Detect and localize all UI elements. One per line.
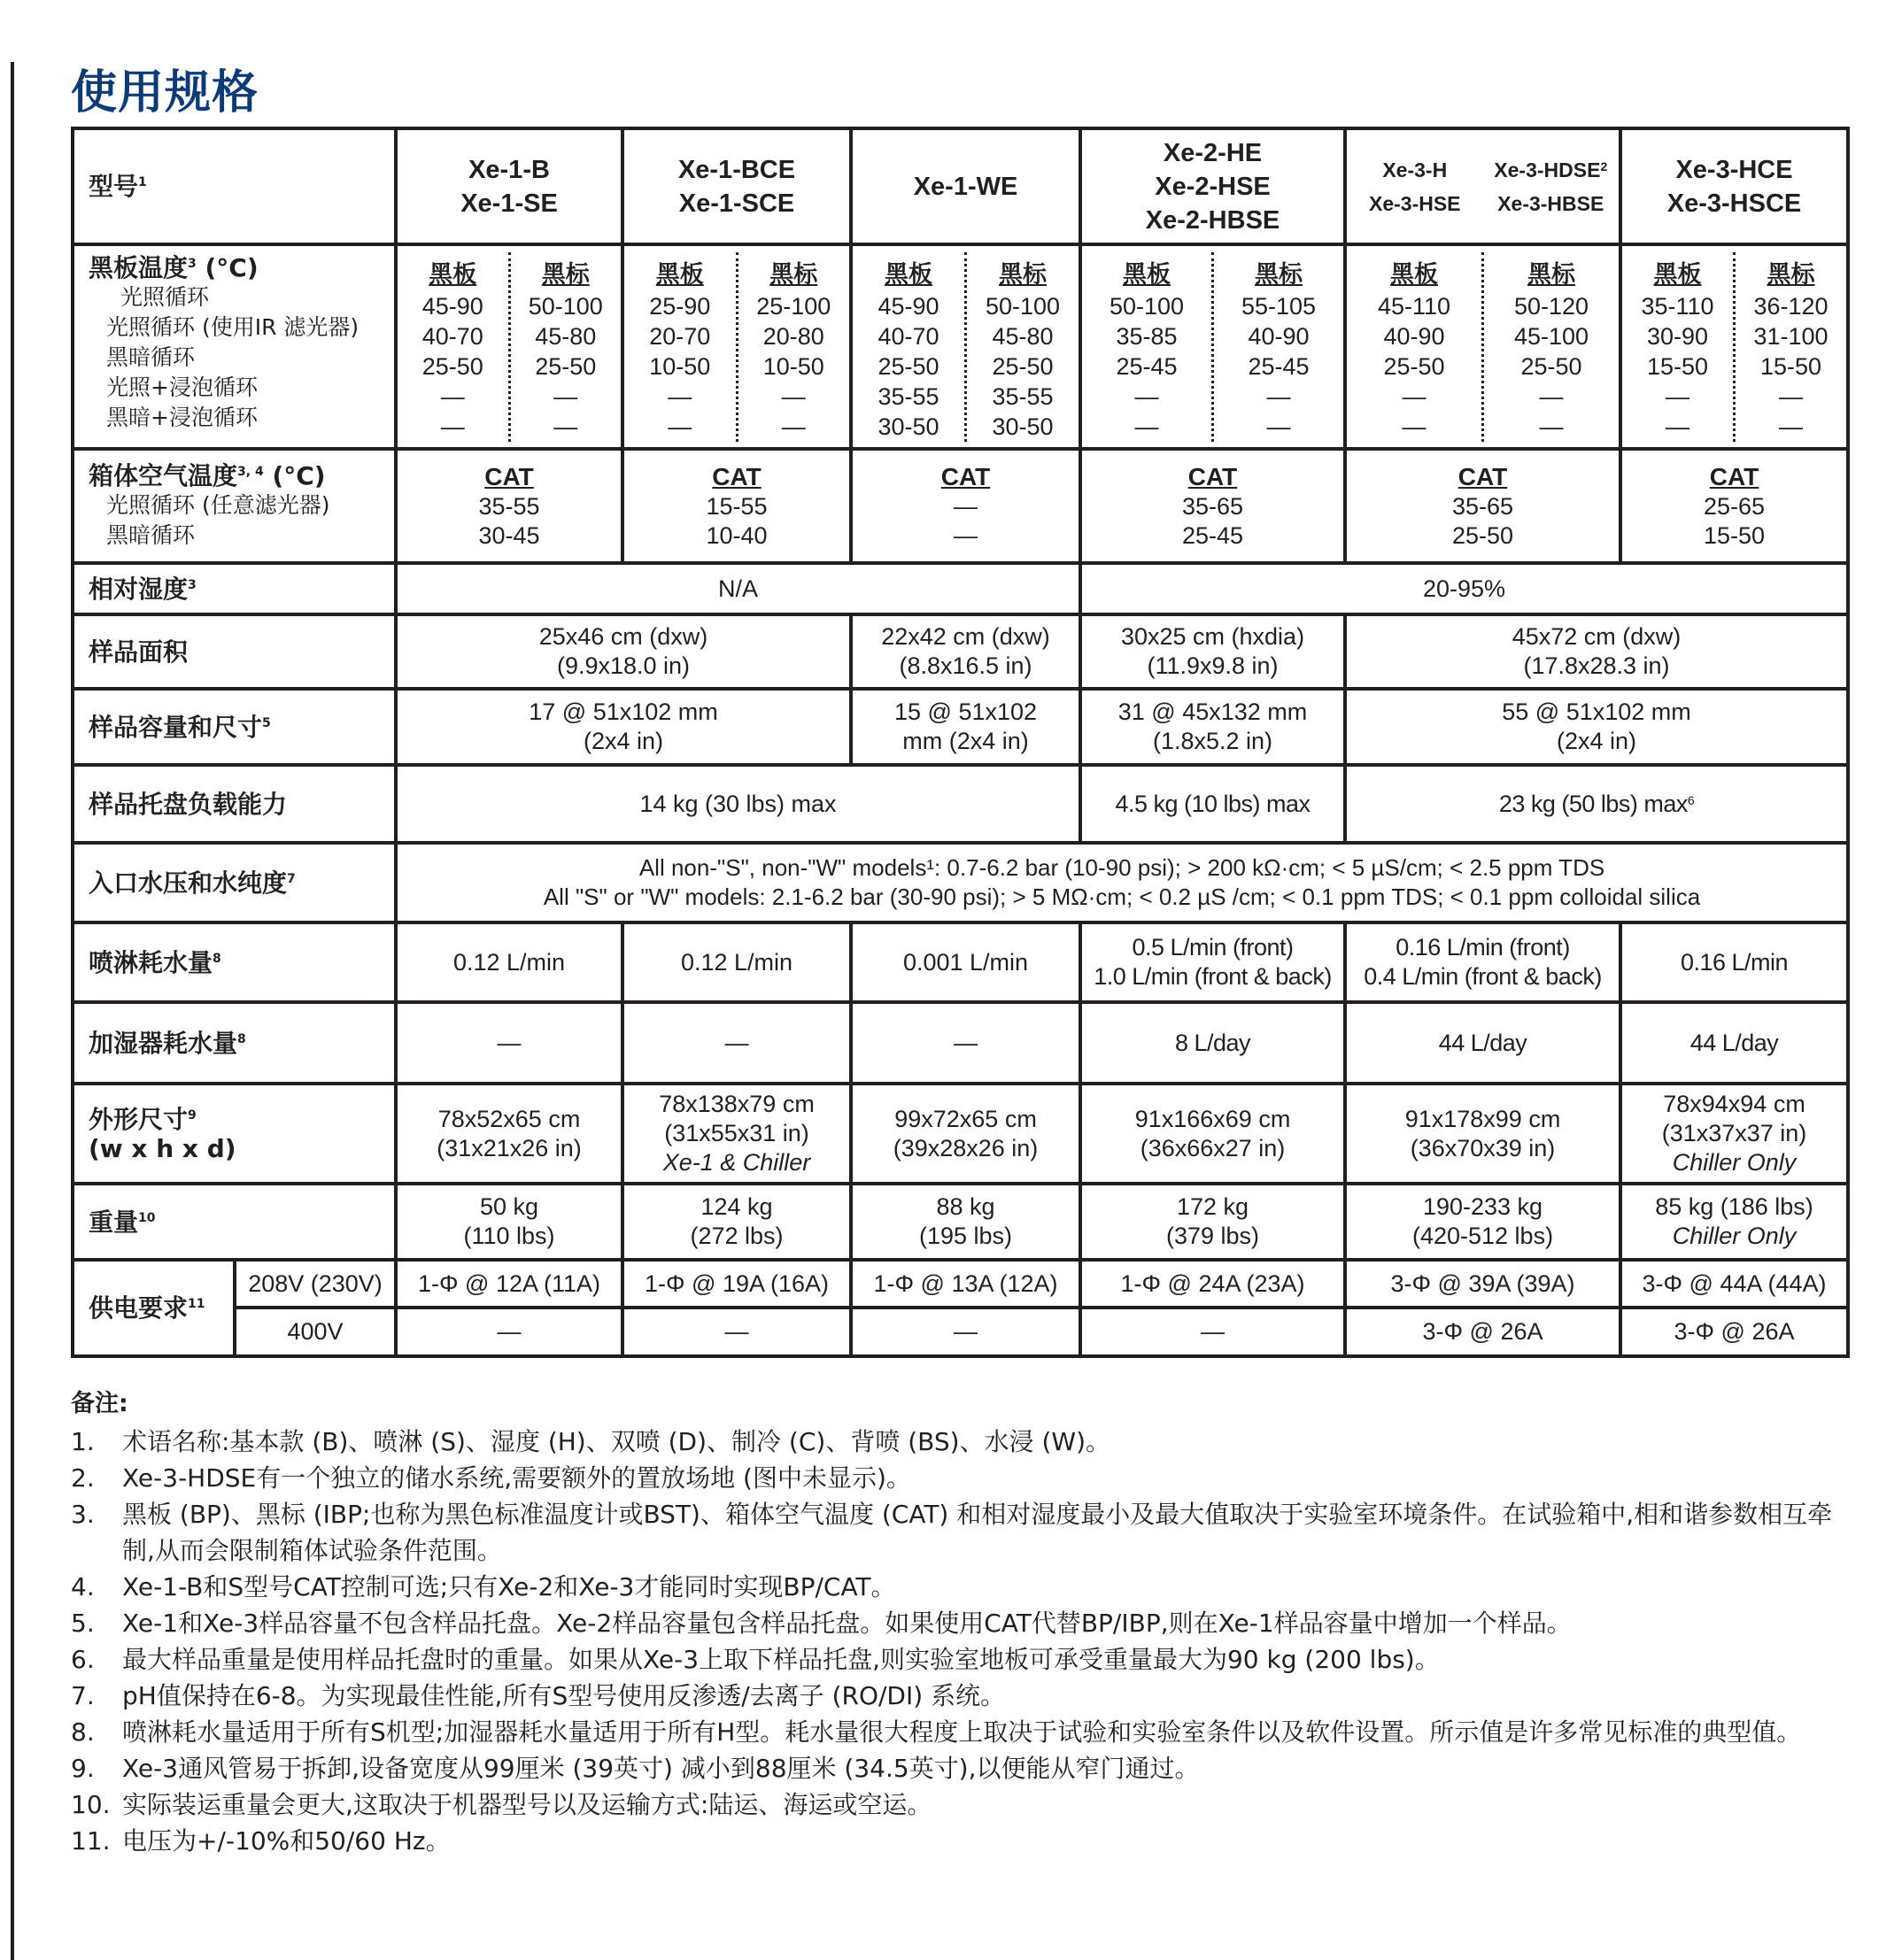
label-tray-load: 样品托盘负载能力 [73,765,396,843]
humidifier-col-6: 44 L/day [1620,1002,1848,1084]
spray-col-2: 0.12 L/min [622,922,851,1002]
area-xe2: 30x25 cm (hxdia) (11.9x9.8 in) [1080,614,1345,689]
bp-col-5: 黑板 45-110 40-90 25-50 — — 黑标 50-120 45-100 25-50 — — [1345,244,1620,449]
tray-load-xe2: 4.5 kg (10 lbs) max [1080,765,1345,843]
weight-col-2: 124 kg (272 lbs) [622,1184,851,1260]
row-relative-humidity [73,563,1848,614]
row-specimen-capacity [73,689,1848,765]
bp-col-4: 黑板 50-100 35-85 25-45 — — 黑标 55-105 40-90 25-45 — — [1080,244,1345,449]
row-humidifier-water [73,1002,1848,1084]
power-400v-col-4: — [1080,1308,1345,1356]
area-xe1-w: 22x42 cm (dxw) (8.8x16.5 in) [851,614,1080,689]
row-water-pressure-purity [73,843,1848,922]
label-water-pressure-purity: 入口水压和水纯度$^7$ [73,843,396,922]
cat-col-6: CAT 25-65 15-50 [1620,449,1848,563]
dims-col-2: 78x138x79 cm (31x55x31 in) Xe-1 & Chiller [622,1084,851,1184]
label-chamber-air-temp: 箱体空气温度$^{3, 4}$ (°C) 光照循环 (任意滤光器) 黑暗循环 [73,449,396,563]
row-power-400v [73,1308,1848,1356]
power-208v-col-4: 1-Φ @ 24A (23A) [1080,1260,1345,1308]
spray-col-4: 0.5 L/min (front) 1.0 L/min (front & back) [1080,922,1345,1002]
notes-list [71,1424,1851,1859]
power-400v-col-3: — [851,1308,1080,1356]
power-208v-col-2: 1-Φ @ 19A (16A) [622,1260,851,1308]
weight-col-3: 88 kg (195 lbs) [851,1184,1080,1260]
model-col-4: Xe-2-HE Xe-2-HSE Xe-2-HBSE [1080,128,1345,244]
power-400v-col-6: 3-Φ @ 26A [1620,1308,1848,1356]
left-margin-rule [11,62,14,1960]
cat-col-5: CAT 35-65 25-50 [1345,449,1620,563]
weight-col-1: 50 kg (110 lbs) [396,1184,622,1260]
model-col-3: Xe-1-WE [851,128,1080,244]
label-power: 供电要求$^{11}$ [73,1260,235,1356]
humidifier-col-3: — [851,1002,1080,1084]
note-item: 7. pH值保持在6-8。为实现最佳性能,所有S型号使用反渗透/去离子 (RO/DI) 系统。 [71,1681,1006,1710]
capacity-xe1-bc: 17 @ 51x102 mm (2x4 in) [396,689,851,765]
row-specimen-area [73,614,1848,689]
page-title: 使用规格 [71,66,259,120]
spray-col-1: 0.12 L/min [396,922,622,1002]
humidifier-col-4: 8 L/day [1080,1002,1345,1084]
model-col-1: Xe-1-B Xe-1-SE [396,128,622,244]
model-col-6: Xe-3-HCE Xe-3-HSCE [1620,128,1848,244]
power-208v-col-6: 3-Φ @ 44A (44A) [1620,1260,1848,1308]
row-power-208v [73,1260,1848,1308]
dims-col-1: 78x52x65 cm (31x21x26 in) [396,1084,622,1184]
power-400v-col-1: — [396,1308,622,1356]
row-model [73,128,1848,244]
row-black-panel-temp [73,244,1848,449]
spray-col-6: 0.16 L/min [1620,922,1848,1002]
label-black-panel-temp: 黑板温度$^3$ (°C) 光照循环 光照循环 (使用IR 滤光器) 黑暗循环 光照+浸泡循环 黑暗+浸泡循环 [73,244,396,449]
row-dimensions [73,1084,1848,1184]
note-item: 1. 术语名称:基本款 (B)、喷淋 (S)、湿度 (H)、双喷 (D)、制冷 (C)、背喷 (BS)、水浸 (W)。 [71,1427,1110,1456]
label-humidifier-water: 加湿器耗水量$^8$ [73,1002,396,1084]
humidifier-col-2: — [622,1002,851,1084]
tray-load-xe3: 23 kg (50 lbs) $\max^6$ [1345,765,1848,843]
cat-col-4: CAT 35-65 25-45 [1080,449,1345,563]
label-spray-water: 喷淋耗水量$^8$ [73,922,396,1002]
area-xe1-bc: 25x46 cm (dxw) (9.9x18.0 in) [396,614,851,689]
label-specimen-area: 样品面积 [73,614,396,689]
model-col-2: Xe-1-BCE Xe-1-SCE [622,128,851,244]
dims-col-5: 91x178x99 cm (36x70x39 in) [1345,1084,1620,1184]
power-400v-col-5: 3-Φ @ 26A [1345,1308,1620,1356]
power-208v-col-1: 1-Φ @ 12A (11A) [396,1260,622,1308]
spray-col-5: 0.16 L/min (front) 0.4 L/min (front & back) [1345,922,1620,1002]
note-item: 9. Xe-3通风管易于拆卸,设备宽度从99厘米 (39英寸) 减小到88厘米 (34.5英寸),以便能从窄门通过。 [71,1754,1200,1783]
note-item: 3. 黑板 (BP)、黑标 (IBP;也称为黑色标准温度计或BST)、箱体空气温度 (CAT) 和相对湿度最小及最大值取决于实验室环境条件。在试验箱中,相和谐参数相互牵制,从而会限制箱体试验条件范围。 [71,1500,1833,1565]
note-item: 8. 喷淋耗水量适用于所有S机型;加湿器耗水量适用于所有H型。耗水量很大程度上取决于试验和实验室条件以及软件设置。所示值是许多常见标准的典型值。 [71,1717,1802,1747]
label-weight: 重量$^{10}$ [73,1184,396,1260]
power-400v-col-2: — [622,1308,851,1356]
weight-col-5: 190-233 kg (420-512 lbs) [1345,1184,1620,1260]
note-item: 2. Xe-3-HDSE有一个独立的储水系统,需要额外的置放场地 (图中未显示)。 [71,1463,911,1493]
humidifier-col-5: 44 L/day [1345,1002,1620,1084]
tray-load-xe1: 14 kg (30 lbs) max [396,765,1080,843]
capacity-xe2: 31 @ 45x132 mm (1.8x5.2 in) [1080,689,1345,765]
power-208v-label: 208V (230V) [235,1260,396,1308]
note-item: 4. Xe-1-B和S型号CAT控制可选;只有Xe-2和Xe-3才能同时实现BP/CAT。 [71,1572,896,1601]
bp-col-2: 黑板 25-90 20-70 10-50 — — 黑标 25-100 20-80 10-50 — — [622,244,851,449]
area-xe3: 45x72 cm (dxw) (17.8x28.3 in) [1345,614,1848,689]
label-specimen-capacity: 样品容量和尺寸$^5$ [73,689,396,765]
note-item: 10. 实际装运重量会更大,这取决于机器型号以及运输方式:陆运、海运或空运。 [71,1790,932,1819]
row-chamber-air-temp [73,449,1848,563]
note-item: 11. 电压为+/-10%和50/60 Hz。 [71,1826,451,1856]
humidity-xe2-xe3: 20-95% [1080,563,1848,614]
bp-col-6: 黑板 35-110 30-90 15-50 — — 黑标 36-120 31-100 15-50 — — [1620,244,1848,449]
cat-col-1: CAT 35-55 30-45 [396,449,622,563]
model-col-5: Xe-3-H Xe-3-HDSE$^2$ Xe-3-HSE Xe-3-HBSE [1345,128,1620,244]
row-tray-load [73,765,1848,843]
humidity-xe1: N/A [396,563,1080,614]
spray-col-3: 0.001 L/min [851,922,1080,1002]
cat-col-3: CAT — — [851,449,1080,563]
notes-section [71,1385,1851,1859]
capacity-xe3: 55 @ 51x102 mm (2x4 in) [1345,689,1848,765]
row-weight [73,1184,1848,1260]
note-item: 6. 最大样品重量是使用样品托盘时的重量。如果从Xe-3上取下样品托盘,则实验室地板可承受重量最大为90 kg (200 lbs)。 [71,1645,1440,1674]
dims-col-4: 91x166x69 cm (36x66x27 in) [1080,1084,1345,1184]
label-dimensions: 外形尺寸$^9$ (w x h x d) [73,1084,396,1184]
weight-col-6: 85 kg (186 lbs) Chiller Only [1620,1184,1848,1260]
capacity-xe1-w: 15 @ 51x102 mm (2x4 in) [851,689,1080,765]
notes-heading: 备注: [71,1390,128,1417]
bp-col-1: 黑板 45-90 40-70 25-50 — — 黑标 50-100 45-80 25-50 — — [396,244,622,449]
humidifier-col-1: — [396,1002,622,1084]
dims-col-3: 99x72x65 cm (39x28x26 in) [851,1084,1080,1184]
bp-col-3: 黑板 45-90 40-70 25-50 35-55 30-50 黑标 50-100 45-80 25-50 35-55 30-50 [851,244,1080,449]
label-relative-humidity: 相对湿度$^3$ [73,563,396,614]
row-spray-water [73,922,1848,1002]
spec-table [71,127,1850,1358]
cat-col-2: CAT 15-55 10-40 [622,449,851,563]
note-item: 5. Xe-1和Xe-3样品容量不包含样品托盘。Xe-2样品容量包含样品托盘。如果使用CAT代替BP/IBP,则在Xe-1样品容量中增加一个样品。 [71,1609,1572,1638]
power-400v-label: 400V [235,1308,396,1356]
label-model: 型号$^1$ [73,128,396,244]
power-208v-col-3: 1-Φ @ 13A (12A) [851,1260,1080,1308]
weight-col-4: 172 kg (379 lbs) [1080,1184,1345,1260]
power-208v-col-5: 3-Φ @ 39A (39A) [1345,1260,1620,1308]
water-spec: All non-"S", non-"W" models¹: 0.7-6.2 bar (10-90 psi); > 200 kΩ·cm; < 5 µS/cm; < 2.5 ppm TDS All "S" or "W" models: 2.1-6.2 bar (30-90 psi); > 5 MΩ·cm; < 0.2 µS /cm; < 0.1 ppm TDS; < 0.1 ppm colloidal silica [396,843,1848,922]
dims-col-6: 78x94x94 cm (31x37x37 in) Chiller Only [1620,1084,1848,1184]
